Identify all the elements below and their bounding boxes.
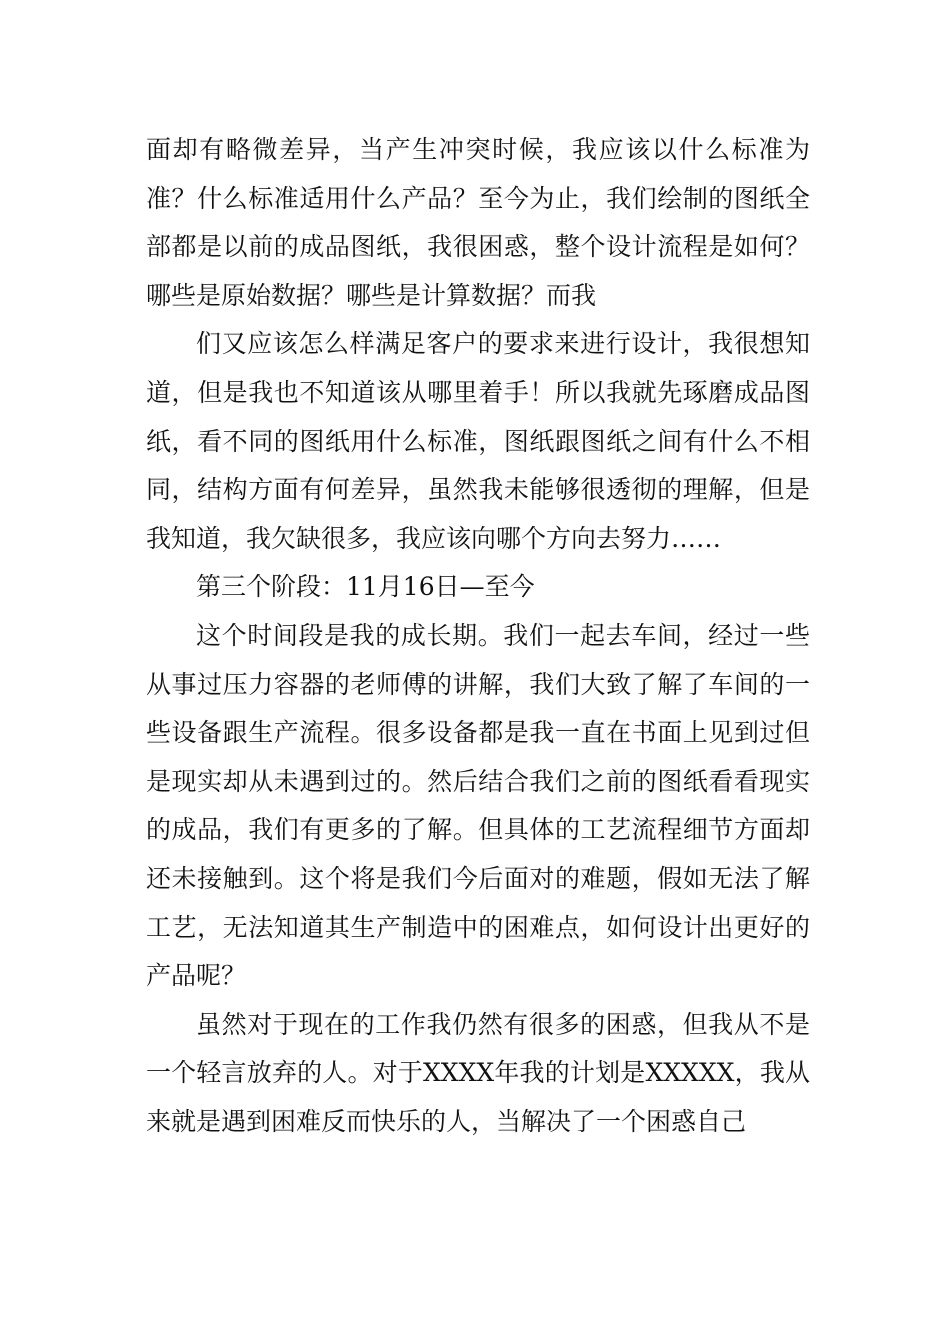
paragraph-growth-period: 这个时间段是我的成长期。我们一起去车间，经过一些从事过压力容器的老师傅的讲解，我们大致了解了车间的一些设备跟生产流程。很多设备都是我一直在书面上见到过但是现实却从未遇到过的。然后结合我们之前的图纸看看现实的成品，我们有更多的了解。但具体的工艺流程细节方面却还未接触到。这个将是我们今后面对的难题，假如无法了解工艺，无法知道其生产制造中的困难点，如何设计出更好的产品呢？ — [146, 620, 810, 991]
paragraph-continuation: 面却有略微差异，当产生冲突时候，我应该以什么标准为准？什么标准适用什么产品？至今为止，我们绘制的图纸全部都是以前的成品图纸，我很困惑，整个设计流程是如何？哪些是原始数据？哪些是计算数据？而我 — [146, 135, 810, 310]
document-body — [146, 126, 810, 1146]
paragraph-plan: 虽然对于现在的工作我仍然有很多的困惑，但我从不是一个轻言放弃的人。对于XXXX年我的计划是XXXXX，我从来就是遇到困难反而快乐的人，当解决了一个困惑自己 — [146, 1009, 810, 1136]
paragraph-design-questions: 们又应该怎么样满足客户的要求来进行设计，我很想知道，但是我也不知道该从哪里着手！所以我就先琢磨成品图纸，看不同的图纸用什么标准，图纸跟图纸之间有什么不相同，结构方面有何差异，虽然我未能够很透彻的理解，但是我知道，我欠缺很多，我应该向哪个方向去努力…… — [146, 329, 810, 553]
section-heading-stage-three: 第三个阶段：11月16日—至今 — [196, 572, 535, 602]
